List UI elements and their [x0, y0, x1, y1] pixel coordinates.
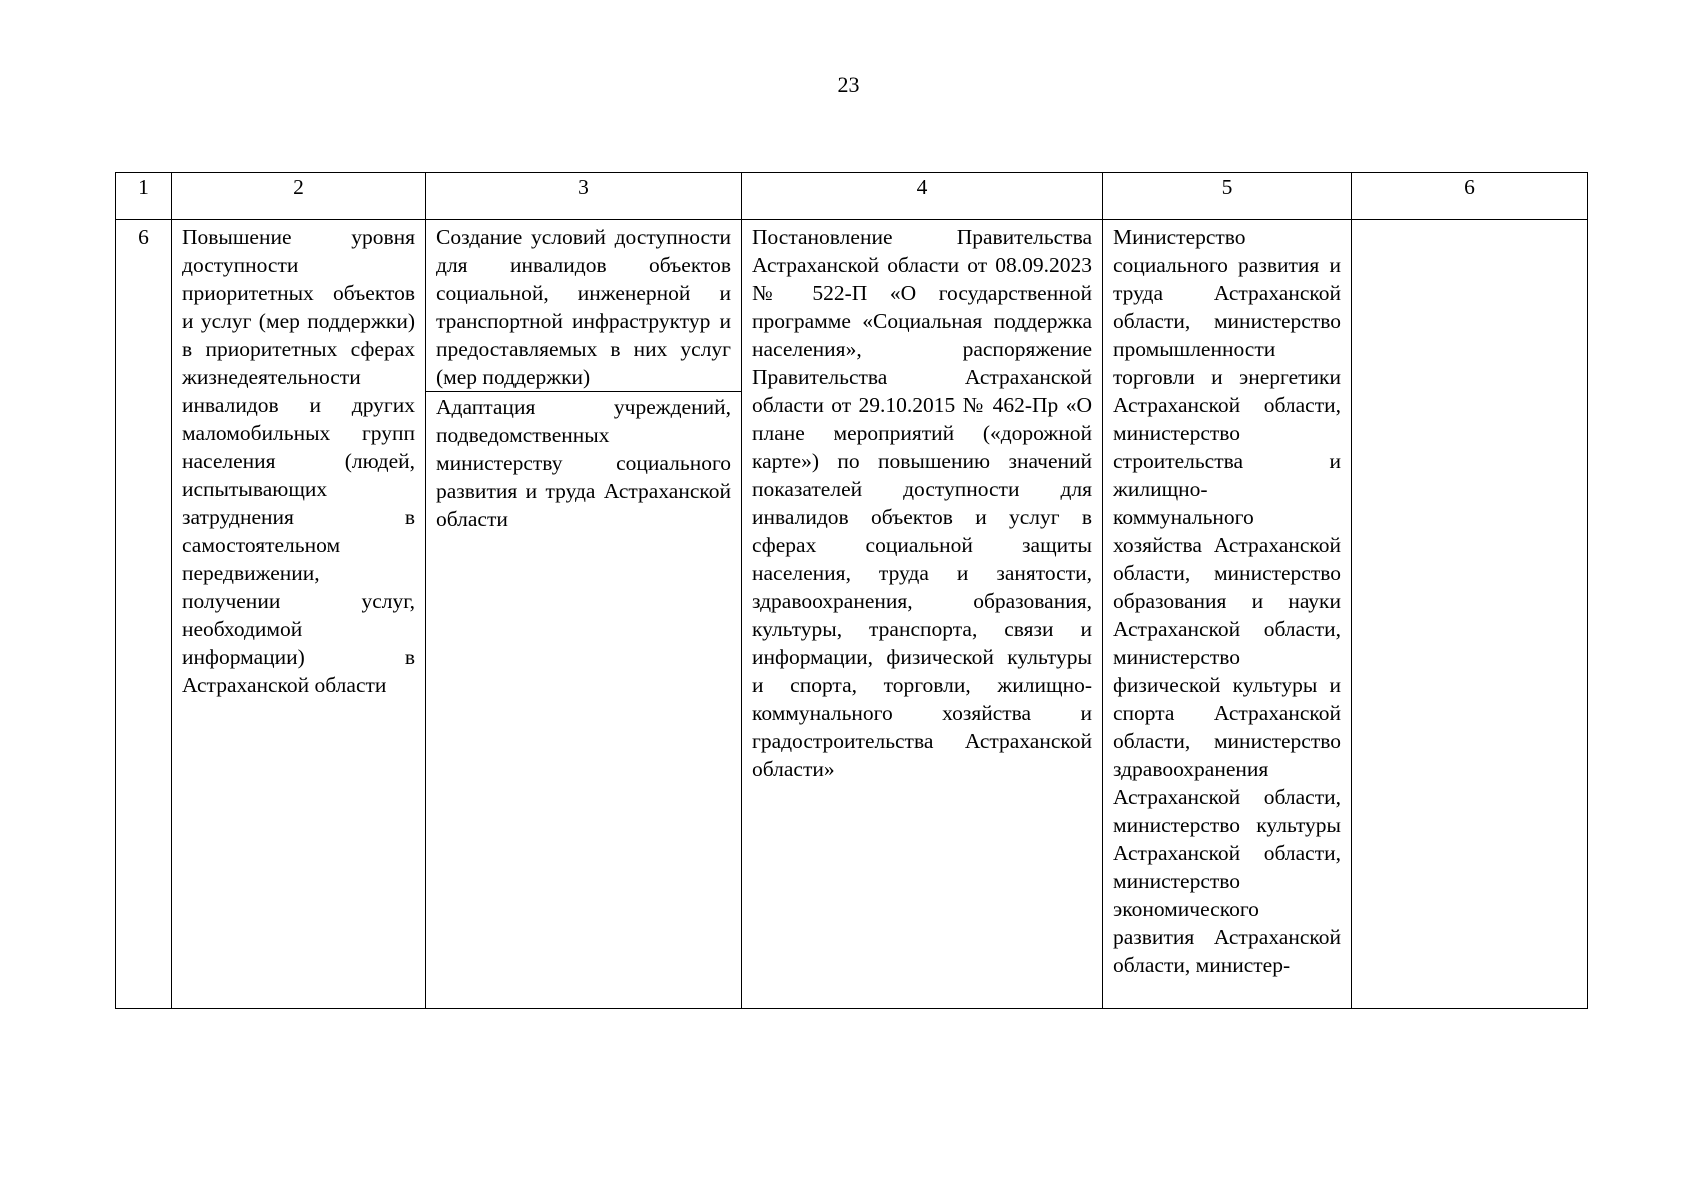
- responsible-text: Министерство социального развития и труда Астраханской области, министерство промышленности торговли и энергетики Астраханской области, министерство строительства и жилищно-коммунального хозяйства Астраханской области, министерство образования и науки Астраханской области, министерство физической культуры и спорта Астраханской области, министерство здравоохранения Астраханской области, министерство культуры Астраханской области, министерство экономического развития Астраханской области, министер-: [1113, 225, 1341, 977]
- notes-text: [1352, 220, 1587, 223]
- task-text-1: Создание условий доступности для инвалидов объектов социальной, инженерной и транспортной инфраструктур и предоставляемых в них услуг (мер поддержки): [426, 220, 741, 392]
- table-header-row: [116, 173, 1588, 220]
- table-row: [116, 220, 1588, 1009]
- header-col-6: 6: [1352, 173, 1588, 220]
- notes-cell: [1352, 220, 1588, 1009]
- row-number-cell: [116, 220, 172, 1009]
- legal-acts-text: Постановление Правительства Астраханской области от 08.09.2023 № 522-П «О государственной программе «Социальная поддержка населения», распоряжение Правительства Астраханской области от 29.10.2015 № 462-Пр «О плане мероприятий («дорожной карте») по повышению значений показателей доступности для инвалидов объектов и услуг в сферах социальной защиты населения, труда и занятости, здравоохранения, образования, культуры, транспорта, связи и информации, физической культуры и спорта, торговли, жилищно-коммунального хозяйства и градостроительства Астраханской области»: [752, 225, 1092, 781]
- goal-text: Повышение уровня доступности приоритетных объектов и услуг (мер поддержки) в приоритетных сферах жизнедеятельности инвалидов и других маломобильных групп населения (людей, испытывающих затруднения в самостоятельном передвижении, получении услуг, необходимой информации) в Астраханской области: [182, 225, 415, 697]
- responsible-cell: [1103, 220, 1352, 1009]
- document-table: [115, 172, 1588, 1009]
- header-col-3: 3: [426, 173, 742, 220]
- goal-cell: [172, 220, 426, 1009]
- header-col-5: 5: [1103, 173, 1352, 220]
- legal-acts-cell: [742, 220, 1103, 1009]
- page-number: 23: [837, 72, 860, 97]
- header-col-2: 2: [172, 173, 426, 220]
- header-col-1: 1: [116, 173, 172, 220]
- row-number: 6: [138, 225, 149, 249]
- tasks-cell: [426, 220, 742, 1009]
- task-text-2: Адаптация учреждений, подведомственных министерству социального развития и труда Астраханской области: [436, 395, 731, 531]
- header-col-4: 4: [742, 173, 1103, 220]
